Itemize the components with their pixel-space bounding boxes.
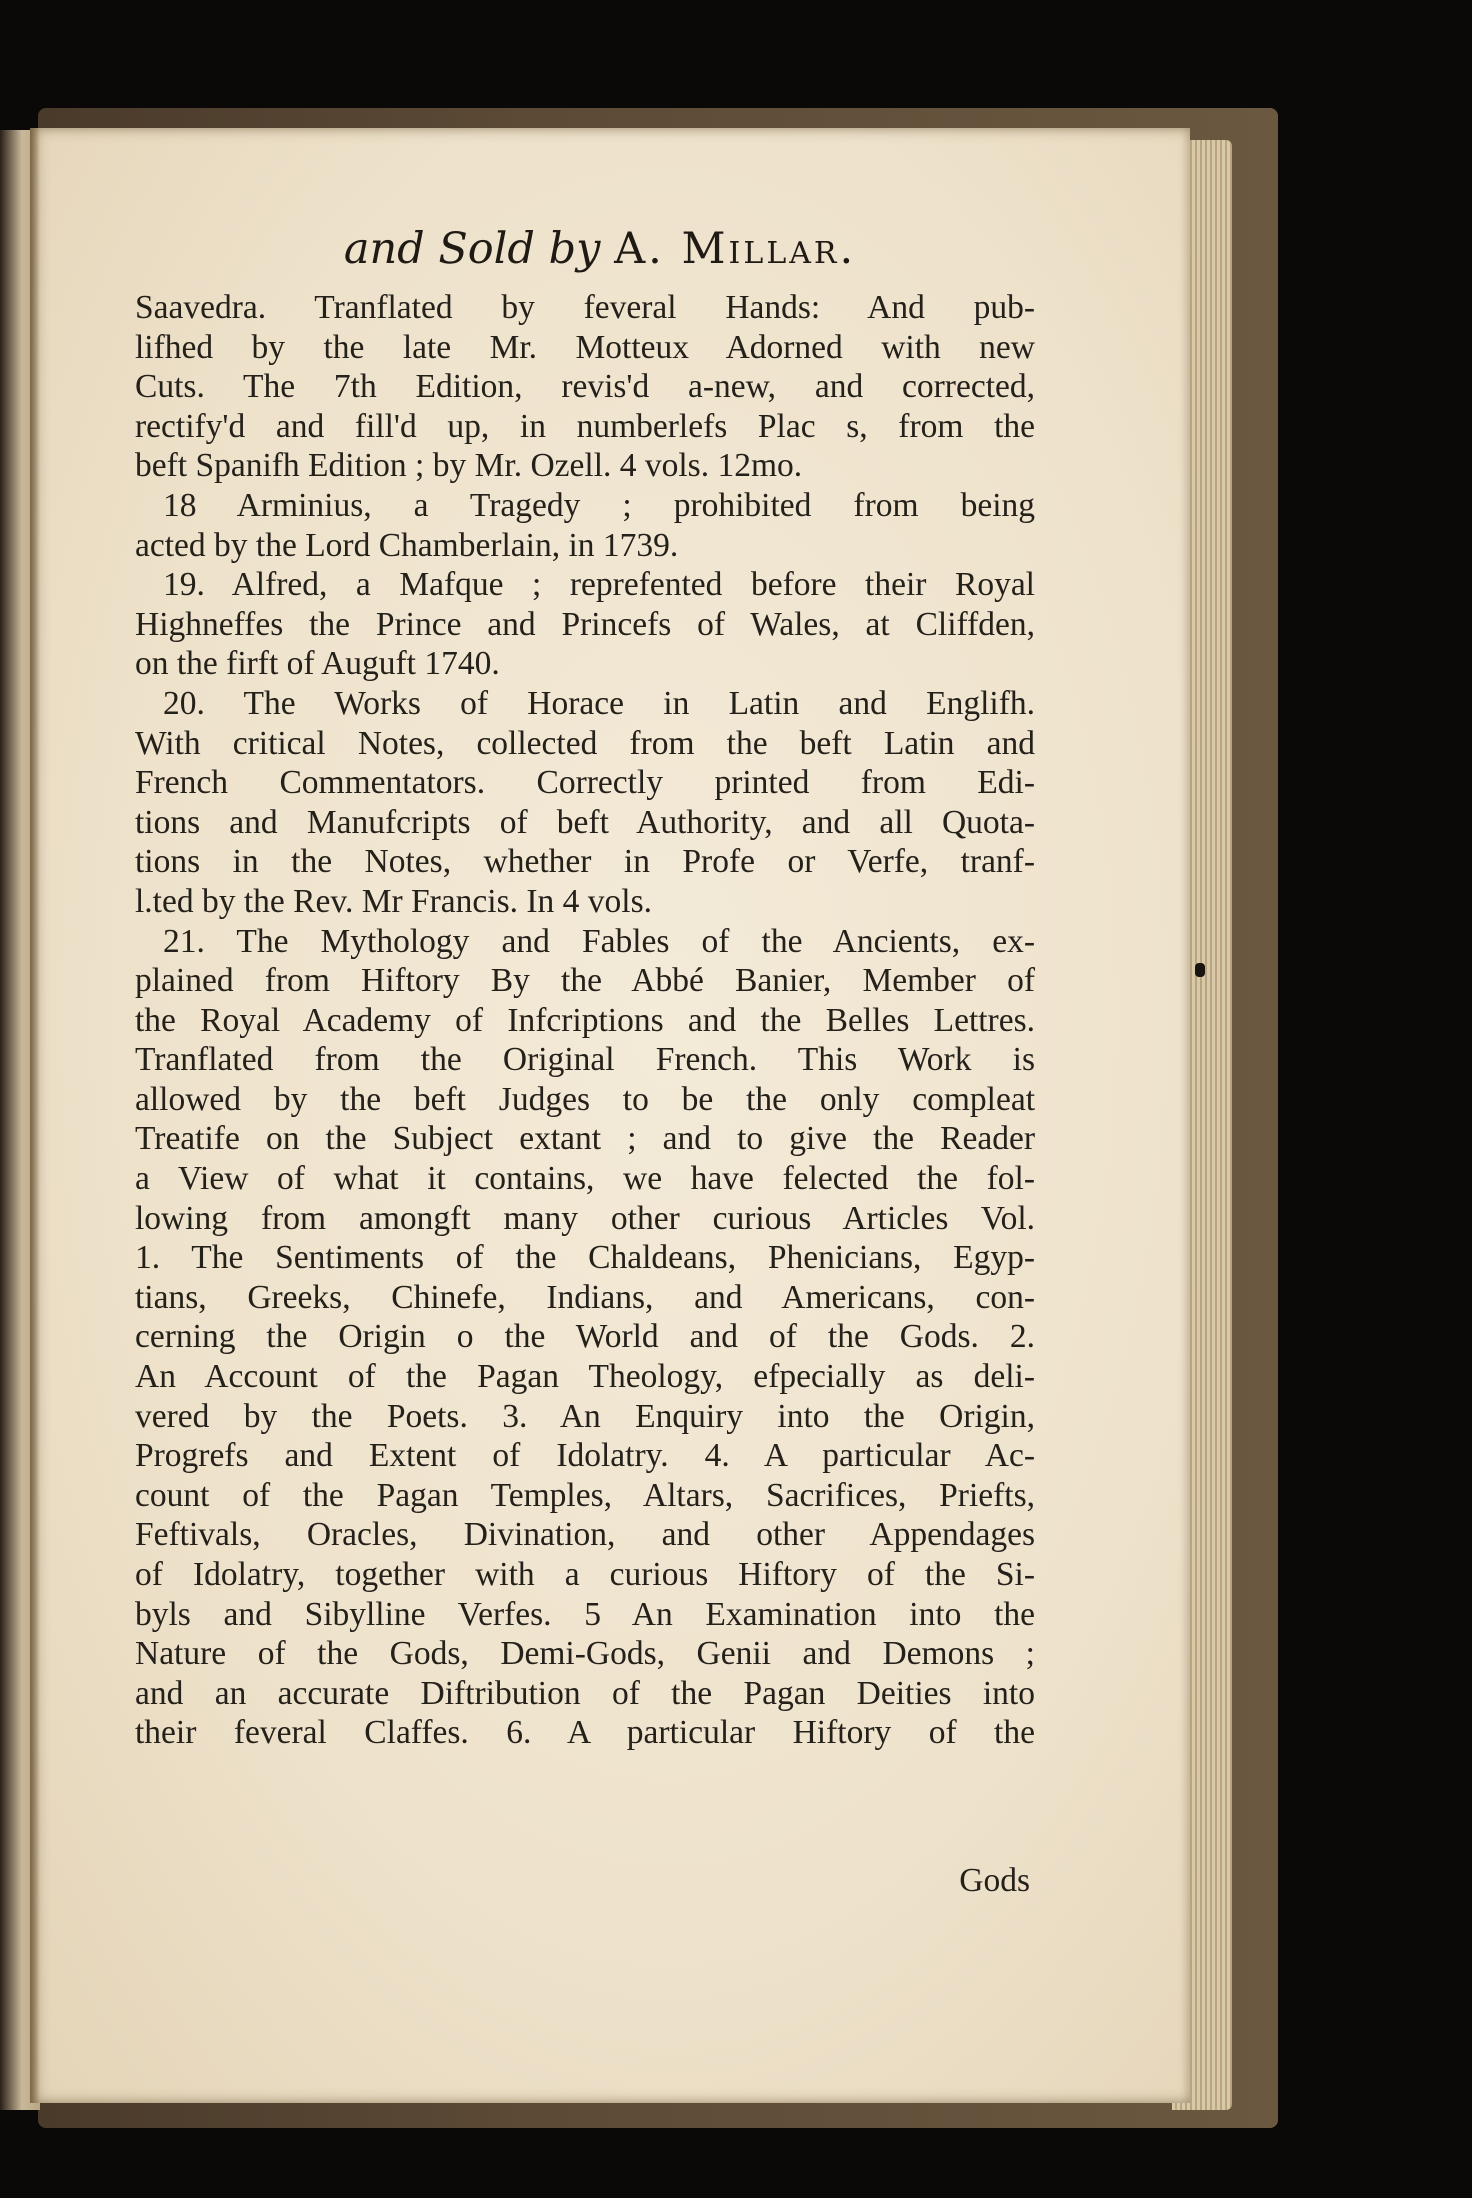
text-line: 18 Arminius, a Tragedy ; prohibited from being [163,486,1035,524]
text-line: Progrefs and Extent of Idolatry. 4. A particular Ac- [135,1437,1035,1475]
text-line: vered by the Poets. 3. An Enquiry into the Origin, [135,1397,1035,1435]
running-head-lead: and Sold by [343,224,601,274]
text-line: Treatife on the Subject extant ; and to give the Reader [135,1120,1035,1158]
margin-ink-mark [1195,963,1205,977]
text-line: Cuts. The 7th Edition, revis'd a-new, and corrected, [135,368,1035,406]
text-line: the Royal Academy of Infcriptions and the Belles Lettres. [135,1001,1035,1039]
text-line: on the firft of Auguft 1740. [135,645,500,683]
text-line: Feftivals, Oracles, Divination, and other Appendages [135,1516,1035,1554]
text-line: French Commentators. Correctly printed from Edi- [135,764,1035,802]
text-line: Tranflated from the Original French. This Work is [135,1041,1035,1079]
text-line: cerning the Origin o the World and of the Gods. 2. [135,1318,1035,1356]
text-line: Highneffes the Prince and Princefs of Wales, at Cliffden, [135,605,1035,643]
text-line: tions and Manufcripts of beft Authority, and all Quota- [135,803,1035,841]
text-line: their feveral Claffes. 6. A particular Hiftory of the [135,1714,1035,1752]
text-line: An Account of the Pagan Theology, efpecially as deli- [135,1358,1035,1396]
text-line: plained from Hiftory By the Abbé Banier, Member of [135,962,1035,1000]
text-line: and an accurate Diftribution of the Pagan Deities into [135,1674,1035,1712]
text-line: count of the Pagan Temples, Altars, Sacrifices, Priefts, [135,1476,1035,1514]
body-text [135,288,1035,1753]
text-line: beft Spanifh Edition ; by Mr. Ozell. 4 vols. 12mo. [135,447,803,485]
catchword: Gods [959,1862,1030,1899]
text-line: lifhed by the late Mr. Motteux Adorned with new [135,328,1035,366]
text-line: rectify'd and fill'd up, in numberlefs Plac s, from the [135,407,1035,445]
text-line: tians, Greeks, Chinefe, Indians, and Americans, con- [135,1278,1035,1316]
text-line: acted by the Lord Chamberlain, in 1739. [135,526,679,564]
text-line: lowing from amongft many other curious Articles Vol. [135,1199,1035,1237]
text-line: a View of what it contains, we have felected the fol- [135,1160,1035,1198]
text-line: of Idolatry, together with a curious Hiftory of the Si- [135,1556,1035,1593]
text-line: byls and Sibylline Verfes. 5 An Examination into the [135,1595,1035,1633]
text-line: Nature of the Gods, Demi-Gods, Genii and Demons ; [135,1635,1035,1673]
text-line: With critical Notes, collected from the beft Latin and [135,724,1035,762]
running-head-name: A. Millar. [614,224,857,274]
text-line: 1. The Sentiments of the Chaldeans, Phenicians, Egyp- [135,1239,1035,1277]
text-line: 19. Alfred, a Mafque ; reprefented before their Royal [163,566,1035,604]
text-line: 21. The Mythology and Fables of the Ancients, ex- [163,922,1035,960]
running-head [280,224,920,274]
gutter-shadow [30,128,40,2103]
text-line: 20. The Works of Horace in Latin and Englifh. [163,684,1035,722]
text-line: allowed by the beft Judges to be the only compleat [135,1080,1035,1118]
text-line: Saavedra. Tranflated by feveral Hands: And pub- [135,289,1035,326]
text-line: l.ted by the Rev. Mr Francis. In 4 vols. [135,882,653,920]
text-line: tions in the Notes, whether in Profe or Verfe, tranf- [135,843,1035,881]
